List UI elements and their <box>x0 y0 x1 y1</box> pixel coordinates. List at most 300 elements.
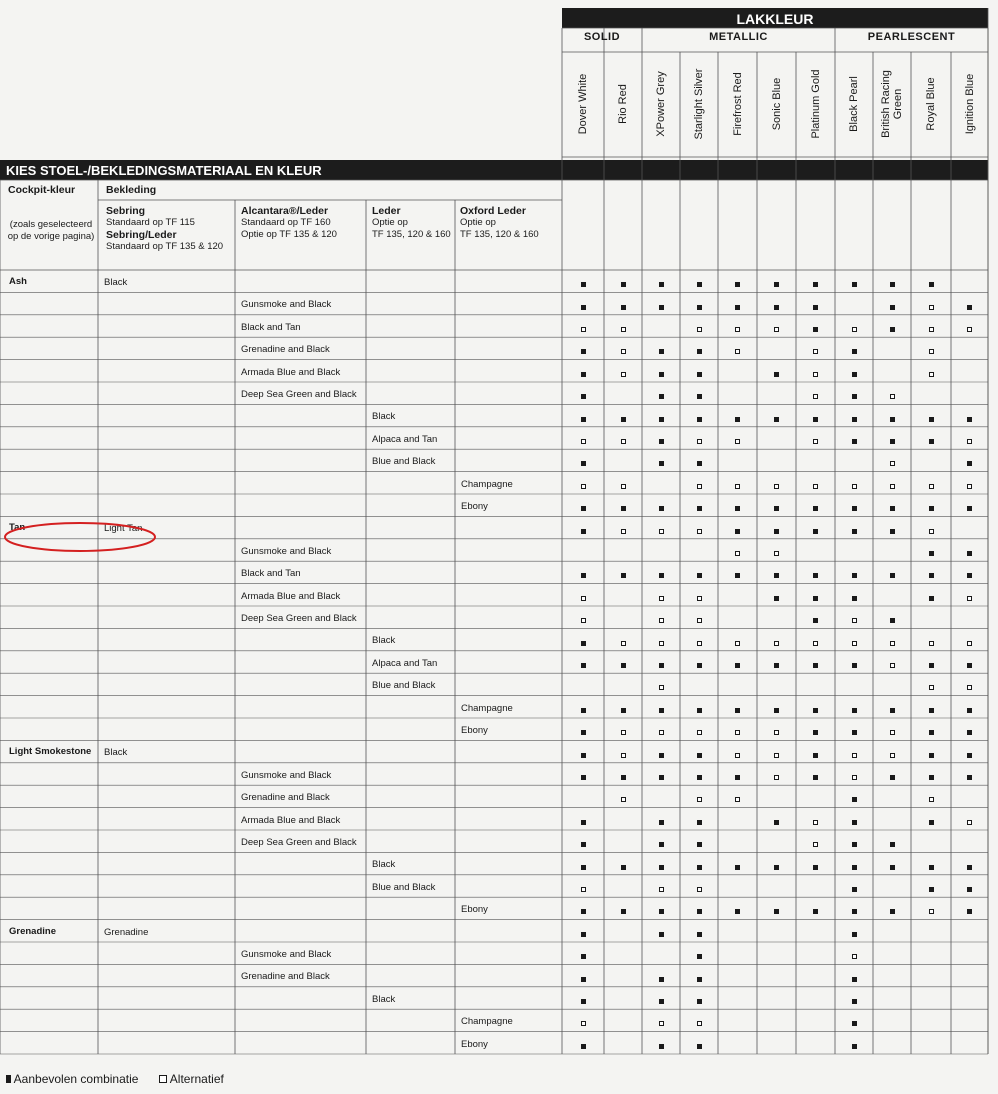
alternative-square-icon <box>621 349 626 354</box>
alternative-square-icon <box>967 327 972 332</box>
recommended-square-icon <box>774 417 779 422</box>
recommended-square-icon <box>581 820 586 825</box>
recommended-square-icon <box>929 663 934 668</box>
recommended-square-icon <box>813 282 818 287</box>
trim-option: Black <box>372 993 396 1005</box>
alternative-square-icon <box>890 641 895 646</box>
legend <box>6 1072 224 1086</box>
alternative-square-icon <box>735 551 740 556</box>
alternative-square-icon <box>774 775 779 780</box>
recommended-square-icon <box>967 708 972 713</box>
recommended-square-icon <box>967 573 972 578</box>
col-bekleding-label: Bekleding <box>106 184 157 196</box>
recommended-square-icon <box>967 753 972 758</box>
alternative-square-icon <box>735 730 740 735</box>
oxford-desc2: TF 135, 120 & 160 <box>460 229 539 240</box>
recommended-square-icon <box>890 506 895 511</box>
recommended-square-icon <box>967 865 972 870</box>
recommended-square-icon <box>774 372 779 377</box>
recommended-square-icon <box>581 954 586 959</box>
recommended-square-icon <box>890 909 895 914</box>
recommended-square-icon <box>813 663 818 668</box>
alternative-square-icon <box>697 1021 702 1026</box>
recommended-square-icon <box>697 506 702 511</box>
alternative-square-icon <box>967 685 972 690</box>
recommended-square-icon <box>659 865 664 870</box>
alternative-square-icon <box>929 797 934 802</box>
recommended-square-icon <box>774 909 779 914</box>
alternative-square-icon <box>967 596 972 601</box>
alternative-square-icon <box>852 618 857 623</box>
recommended-square-icon <box>890 865 895 870</box>
alternative-square-icon <box>735 439 740 444</box>
recommended-square-icon <box>813 909 818 914</box>
recommended-square-icon <box>813 327 818 332</box>
paint-color-platinum-gold: Platinum Gold <box>809 69 822 139</box>
trim-option: Alpaca and Tan <box>372 433 438 445</box>
alternative-square-icon <box>929 529 934 534</box>
col-cockpit-note: (zoals geselecteerd op de vorige pagina) <box>7 219 95 242</box>
recommended-square-icon <box>581 394 586 399</box>
recommended-square-icon <box>581 372 586 377</box>
trim-option: Grenadine <box>104 926 149 938</box>
recommended-square-icon <box>774 305 779 310</box>
recommended-square-icon <box>967 775 972 780</box>
recommended-square-icon <box>697 417 702 422</box>
alternative-square-icon <box>735 753 740 758</box>
recommended-square-icon <box>967 663 972 668</box>
recommended-square-icon <box>852 596 857 601</box>
recommended-square-icon <box>735 305 740 310</box>
recommended-square-icon <box>621 305 626 310</box>
alternative-square-icon <box>659 529 664 534</box>
recommended-square-icon <box>774 506 779 511</box>
recommended-square-icon <box>890 708 895 713</box>
trim-option: Champagne <box>461 478 513 490</box>
alternative-square-icon <box>813 372 818 377</box>
recommended-square-icon <box>929 573 934 578</box>
recommended-square-icon <box>659 349 664 354</box>
recommended-square-icon <box>581 417 586 422</box>
recommended-square-icon <box>659 820 664 825</box>
tan-annotation-ellipse <box>2 520 158 554</box>
paint-group-pearlescent: PEARLESCENT <box>867 31 956 43</box>
paint-color-rio-red: Rio Red <box>617 84 629 124</box>
recommended-square-icon <box>774 663 779 668</box>
alternative-square-icon <box>581 887 586 892</box>
alternative-square-icon <box>621 327 626 332</box>
oxford-desc1: Optie op <box>460 217 496 228</box>
alternative-square-icon <box>581 439 586 444</box>
recommended-square-icon <box>581 865 586 870</box>
recommended-square-icon <box>697 349 702 354</box>
recommended-square-icon <box>813 708 818 713</box>
trim-option: Deep Sea Green and Black <box>241 389 357 400</box>
recommended-square-icon <box>890 439 895 444</box>
recommended-square-icon <box>852 730 857 735</box>
alcantara-title: Alcantara®/Leder <box>241 205 329 217</box>
recommended-square-icon <box>890 573 895 578</box>
recommended-square-icon <box>813 618 818 623</box>
recommended-square-icon <box>735 506 740 511</box>
alternative-square-icon <box>929 685 934 690</box>
recommended-square-icon <box>735 909 740 914</box>
recommended-square-icon <box>659 1044 664 1049</box>
alternative-square-icon <box>929 305 934 310</box>
recommended-square-icon <box>581 708 586 713</box>
recommended-square-icon <box>967 730 972 735</box>
recommended-square-icon <box>697 461 702 466</box>
recommended-square-icon <box>697 282 702 287</box>
alternative-square-icon <box>967 641 972 646</box>
alternative-square-icon <box>967 820 972 825</box>
recommended-square-icon <box>659 775 664 780</box>
recommended-square-icon <box>852 797 857 802</box>
alternative-square-icon <box>621 730 626 735</box>
recommended-square-icon <box>890 775 895 780</box>
recommended-square-icon <box>621 282 626 287</box>
recommended-square-icon <box>581 506 586 511</box>
trim-option: Champagne <box>461 702 513 714</box>
recommended-square-icon <box>659 753 664 758</box>
recommended-square-icon <box>813 506 818 511</box>
alternative-square-icon <box>967 439 972 444</box>
recommended-square-icon <box>581 775 586 780</box>
alternative-square-icon <box>581 327 586 332</box>
trim-option: Deep Sea Green and Black <box>241 613 357 624</box>
alternative-square-icon <box>735 797 740 802</box>
recommended-square-icon <box>581 932 586 937</box>
recommended-square-icon <box>929 820 934 825</box>
sebring-header <box>106 205 223 253</box>
recommended-square-icon <box>697 775 702 780</box>
recommended-square-icon <box>813 417 818 422</box>
trim-option: Black <box>372 859 396 871</box>
recommended-square-icon <box>929 282 934 287</box>
recommended-square-icon <box>581 529 586 534</box>
trim-option: Black <box>372 411 396 423</box>
recommended-square-icon <box>735 663 740 668</box>
recommended-square-icon <box>774 529 779 534</box>
trim-option: Gunsmoke and Black <box>241 299 332 311</box>
paint-group-metallic: METALLIC <box>709 31 768 43</box>
alternative-square-icon <box>890 394 895 399</box>
alternative-square-icon <box>697 887 702 892</box>
trim-option: Ebony <box>461 904 488 916</box>
trim-option: Ebony <box>461 1038 488 1050</box>
paint-group-solid: SOLID <box>583 31 621 43</box>
alternative-square-icon <box>735 349 740 354</box>
recommended-square-icon <box>813 596 818 601</box>
recommended-square-icon <box>852 394 857 399</box>
trim-option: Black and Tan <box>241 321 301 333</box>
recommended-square-icon <box>890 618 895 623</box>
legend-filled-label: Aanbevolen combinatie <box>13 1072 139 1086</box>
alternative-square-icon <box>621 753 626 758</box>
recommended-square-icon <box>890 327 895 332</box>
recommended-square-icon <box>697 753 702 758</box>
recommended-square-icon <box>697 663 702 668</box>
alternative-square-icon <box>735 484 740 489</box>
alternative-square-icon <box>581 618 586 623</box>
trim-option: Black <box>372 635 396 647</box>
recommended-square-icon <box>929 753 934 758</box>
recommended-square-icon <box>852 865 857 870</box>
alternative-square-icon <box>929 484 934 489</box>
recommended-square-icon <box>659 461 664 466</box>
legend-empty-square-icon <box>159 1075 167 1083</box>
col-cockpit-label: Cockpit-kleur <box>8 184 76 196</box>
recommended-square-icon <box>890 529 895 534</box>
trim-option: Grenadine and Black <box>241 971 330 983</box>
recommended-square-icon <box>735 708 740 713</box>
leder-desc2: TF 135, 120 & 160 <box>372 229 451 240</box>
recommended-square-icon <box>697 305 702 310</box>
recommended-square-icon <box>929 708 934 713</box>
alternative-square-icon <box>967 484 972 489</box>
recommended-square-icon <box>852 820 857 825</box>
recommended-square-icon <box>929 417 934 422</box>
recommended-square-icon <box>852 349 857 354</box>
alternative-square-icon <box>890 753 895 758</box>
recommended-square-icon <box>735 775 740 780</box>
recommended-square-icon <box>659 909 664 914</box>
cockpit-color-light-smokestone: Light Smokestone <box>9 746 92 758</box>
alternative-square-icon <box>621 484 626 489</box>
recommended-square-icon <box>813 529 818 534</box>
recommended-square-icon <box>621 506 626 511</box>
alternative-square-icon <box>852 327 857 332</box>
recommended-square-icon <box>813 730 818 735</box>
recommended-square-icon <box>697 573 702 578</box>
recommended-square-icon <box>735 529 740 534</box>
recommended-square-icon <box>929 887 934 892</box>
leder-header <box>372 205 451 241</box>
recommended-square-icon <box>581 349 586 354</box>
alternative-square-icon <box>852 484 857 489</box>
recommended-square-icon <box>890 282 895 287</box>
alternative-square-icon <box>813 484 818 489</box>
recommended-square-icon <box>659 439 664 444</box>
recommended-square-icon <box>929 596 934 601</box>
recommended-square-icon <box>774 865 779 870</box>
alternative-square-icon <box>659 730 664 735</box>
recommended-square-icon <box>967 417 972 422</box>
recommended-square-icon <box>852 842 857 847</box>
trim-option: Deep Sea Green and Black <box>241 837 357 848</box>
alternative-square-icon <box>774 730 779 735</box>
recommended-square-icon <box>774 596 779 601</box>
paint-color-dover-white: Dover White <box>577 73 589 135</box>
sebring-title: Sebring <box>106 205 146 217</box>
paint-color-black-pearl: Black Pearl <box>848 76 860 132</box>
cockpit-color-tan: Tan <box>9 522 26 534</box>
recommended-square-icon <box>581 1044 586 1049</box>
alternative-square-icon <box>697 797 702 802</box>
recommended-square-icon <box>774 282 779 287</box>
oxford-header <box>460 205 539 241</box>
recommended-square-icon <box>852 887 857 892</box>
recommended-square-icon <box>697 1044 702 1049</box>
recommended-square-icon <box>929 506 934 511</box>
recommended-square-icon <box>852 932 857 937</box>
recommended-square-icon <box>929 551 934 556</box>
alternative-square-icon <box>774 551 779 556</box>
legend-empty-label: Alternatief <box>169 1072 224 1086</box>
alternative-square-icon <box>890 730 895 735</box>
recommended-square-icon <box>697 977 702 982</box>
recommended-square-icon <box>852 663 857 668</box>
alternative-square-icon <box>774 641 779 646</box>
trim-option: Gunsmoke and Black <box>241 949 332 960</box>
trim-option: Black and Tan <box>241 568 301 580</box>
recommended-square-icon <box>621 663 626 668</box>
trim-option: Armada Blue and Black <box>241 366 341 378</box>
recommended-square-icon <box>852 417 857 422</box>
alternative-square-icon <box>697 439 702 444</box>
recommended-square-icon <box>581 977 586 982</box>
recommended-square-icon <box>813 305 818 310</box>
paint-color-xpower-grey: XPower Grey <box>655 71 667 137</box>
alternative-square-icon <box>929 349 934 354</box>
recommended-square-icon <box>929 439 934 444</box>
alternative-square-icon <box>890 461 895 466</box>
alternative-square-icon <box>697 327 702 332</box>
alternative-square-icon <box>621 797 626 802</box>
recommended-square-icon <box>581 999 586 1004</box>
paint-color-firefrost-red: Firefrost Red <box>731 72 744 136</box>
recommended-square-icon <box>813 753 818 758</box>
recommended-square-icon <box>659 372 664 377</box>
recommended-square-icon <box>852 909 857 914</box>
alcantara-header <box>241 205 337 241</box>
trim-option: Black <box>104 277 128 288</box>
alternative-square-icon <box>813 641 818 646</box>
lakkleur-header: LAKKLEUR <box>562 8 988 28</box>
recommended-square-icon <box>735 865 740 870</box>
oxford-title: Oxford Leder <box>460 205 526 217</box>
recommended-square-icon <box>852 282 857 287</box>
trim-option: Ebony <box>461 725 488 736</box>
recommended-square-icon <box>813 865 818 870</box>
trim-option: Black <box>104 747 128 759</box>
paint-color-british-racing-green: British Racing Green <box>880 70 904 138</box>
recommended-square-icon <box>621 708 626 713</box>
recommended-square-icon <box>659 842 664 847</box>
recommended-square-icon <box>621 909 626 914</box>
trim-option: Blue and Black <box>372 881 436 893</box>
recommended-square-icon <box>659 394 664 399</box>
alternative-square-icon <box>890 663 895 668</box>
recommended-square-icon <box>659 663 664 668</box>
section-title: KIES STOEL-/BEKLEDINGSMATERIAAL EN KLEUR <box>0 160 562 180</box>
recommended-square-icon <box>852 977 857 982</box>
recommended-square-icon <box>581 663 586 668</box>
recommended-square-icon <box>659 417 664 422</box>
recommended-square-icon <box>581 282 586 287</box>
recommended-square-icon <box>774 573 779 578</box>
recommended-square-icon <box>852 1021 857 1026</box>
recommended-square-icon <box>852 999 857 1004</box>
alternative-square-icon <box>659 641 664 646</box>
alternative-square-icon <box>581 596 586 601</box>
legend-filled-square-icon <box>6 1075 11 1083</box>
recommended-square-icon <box>581 573 586 578</box>
alternative-square-icon <box>697 641 702 646</box>
alternative-square-icon <box>621 372 626 377</box>
recommended-square-icon <box>697 954 702 959</box>
leder-desc1: Optie op <box>372 217 408 228</box>
trim-option: Armada Blue and Black <box>241 590 341 602</box>
trim-option: Gunsmoke and Black <box>241 769 332 781</box>
recommended-square-icon <box>581 842 586 847</box>
alternative-square-icon <box>929 641 934 646</box>
alternative-square-icon <box>621 529 626 534</box>
alternative-square-icon <box>659 1021 664 1026</box>
recommended-square-icon <box>735 417 740 422</box>
recommended-square-icon <box>852 529 857 534</box>
alternative-square-icon <box>813 349 818 354</box>
alternative-square-icon <box>852 954 857 959</box>
recommended-square-icon <box>735 282 740 287</box>
recommended-square-icon <box>697 394 702 399</box>
alternative-square-icon <box>697 484 702 489</box>
recommended-square-icon <box>581 730 586 735</box>
alternative-square-icon <box>697 529 702 534</box>
alternative-square-icon <box>659 596 664 601</box>
alternative-square-icon <box>735 641 740 646</box>
alternative-square-icon <box>813 842 818 847</box>
alternative-square-icon <box>735 327 740 332</box>
alternative-square-icon <box>697 596 702 601</box>
recommended-square-icon <box>929 775 934 780</box>
recommended-square-icon <box>813 573 818 578</box>
alternative-square-icon <box>929 909 934 914</box>
recommended-square-icon <box>967 551 972 556</box>
cockpit-color-ash: Ash <box>9 276 27 287</box>
recommended-square-icon <box>581 641 586 646</box>
paint-color-royal-blue: Royal Blue <box>925 77 937 131</box>
recommended-square-icon <box>697 820 702 825</box>
trim-option: Light Tan <box>104 523 143 535</box>
alternative-square-icon <box>852 775 857 780</box>
recommended-square-icon <box>581 461 586 466</box>
cockpit-color-grenadine: Grenadine <box>9 925 56 937</box>
alternative-square-icon <box>697 730 702 735</box>
alternative-square-icon <box>697 618 702 623</box>
alternative-square-icon <box>929 327 934 332</box>
recommended-square-icon <box>621 865 626 870</box>
trim-option: Alpaca and Tan <box>372 657 438 669</box>
recommended-square-icon <box>621 417 626 422</box>
sebring-desc: Standaard op TF 115 <box>106 217 195 228</box>
recommended-square-icon <box>659 506 664 511</box>
trim-option: Blue and Black <box>372 680 436 692</box>
recommended-square-icon <box>967 461 972 466</box>
trim-option: Grenadine and Black <box>241 344 330 356</box>
recommended-square-icon <box>697 932 702 937</box>
recommended-square-icon <box>774 708 779 713</box>
alcantara-desc1: Standaard op TF 160 <box>241 217 331 228</box>
alcantara-desc2: Optie op TF 135 & 120 <box>241 229 337 240</box>
alternative-square-icon <box>621 439 626 444</box>
alternative-square-icon <box>813 394 818 399</box>
recommended-square-icon <box>735 573 740 578</box>
recommended-square-icon <box>621 775 626 780</box>
recommended-square-icon <box>581 753 586 758</box>
sebring-leder-desc: Standaard op TF 135 & 120 <box>106 241 224 252</box>
alternative-square-icon <box>852 753 857 758</box>
